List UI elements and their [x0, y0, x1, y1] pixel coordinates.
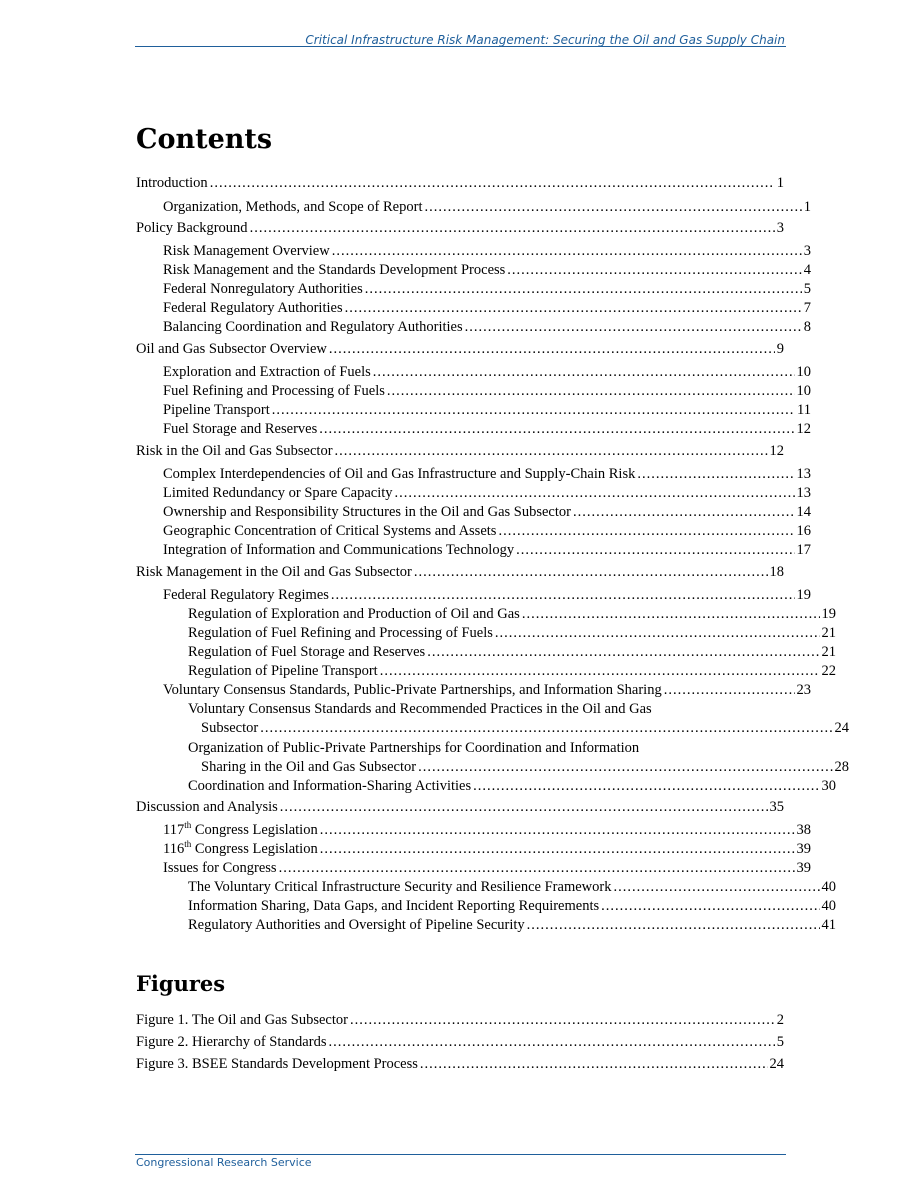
- toc-entry[interactable]: Coordination and Information-Sharing Activities ..... 30: [136, 777, 836, 796]
- toc-entry[interactable]: Exploration and Extraction of Fuels ..... 10: [136, 363, 811, 382]
- toc-entry[interactable]: Geographic Concentration of Critical Systems and Assets ..... 16: [136, 522, 811, 541]
- toc-entry[interactable]: Fuel Storage and Reserves ..... 12: [136, 420, 811, 439]
- toc-entry[interactable]: Information Sharing, Data Gaps, and Incident Reporting Requirements ..... 40: [136, 897, 836, 916]
- toc-entry[interactable]: Regulation of Pipeline Transport ..... 22: [136, 662, 836, 681]
- contents-heading: Contents: [136, 124, 273, 155]
- toc-entry[interactable]: Federal Regulatory Authorities ..... 7: [136, 299, 811, 318]
- toc-entry[interactable]: Complex Interdependencies of Oil and Gas Infrastructure and Supply-Chain Risk ..... 13: [136, 465, 811, 484]
- toc-entry[interactable]: Regulation of Exploration and Production of Oil and Gas ..... 19: [136, 605, 836, 624]
- figure-entry[interactable]: Figure 2. Hierarchy of Standards ..... 5: [136, 1033, 784, 1052]
- figure-entry[interactable]: Figure 1. The Oil and Gas Subsector ..... 2: [136, 1011, 784, 1030]
- header-rule: [135, 46, 786, 47]
- toc-entry[interactable]: Subsector ..... 24: [136, 719, 849, 738]
- toc-entry[interactable]: Risk Management in the Oil and Gas Subsector ..... 18: [136, 563, 784, 582]
- toc-entry[interactable]: Balancing Coordination and Regulatory Authorities ..... 8: [136, 318, 811, 337]
- figures-heading: Figures: [136, 971, 226, 996]
- toc-entry[interactable]: Federal Nonregulatory Authorities ..... 5: [136, 280, 811, 299]
- toc-entry-line[interactable]: Organization of Public-Private Partnerships for Coordination and Information: [188, 740, 640, 756]
- toc-entry-line[interactable]: Voluntary Consensus Standards and Recommended Practices in the Oil and Gas: [188, 701, 652, 717]
- toc-entry[interactable]: Discussion and Analysis ..... 35: [136, 798, 784, 817]
- running-header: Critical Infrastructure Risk Management: Securing the Oil and Gas Supply Chain: [305, 33, 785, 47]
- toc-entry[interactable]: Policy Background ..... 3: [136, 219, 784, 238]
- toc-entry[interactable]: Ownership and Responsibility Structures in the Oil and Gas Subsector ..... 14: [136, 503, 811, 522]
- toc-entry[interactable]: Pipeline Transport ..... 11: [136, 401, 811, 420]
- toc-entry[interactable]: Risk in the Oil and Gas Subsector ..... 12: [136, 442, 784, 461]
- toc-entry[interactable]: 116th Congress Legislation ..... 39: [136, 840, 811, 859]
- toc-entry[interactable]: Regulation of Fuel Storage and Reserves ..... 21: [136, 643, 836, 662]
- toc-entry[interactable]: Regulatory Authorities and Oversight of Pipeline Security ..... 41: [136, 916, 836, 935]
- toc-entry[interactable]: Federal Regulatory Regimes ..... 19: [136, 586, 811, 605]
- toc-entry[interactable]: Regulation of Fuel Refining and Processing of Fuels ..... 21: [136, 624, 836, 643]
- toc-entry[interactable]: Integration of Information and Communications Technology ..... 17: [136, 541, 811, 560]
- footer-rule: [135, 1154, 786, 1155]
- toc-entry[interactable]: Issues for Congress ..... 39: [136, 859, 811, 878]
- toc-entry[interactable]: Sharing in the Oil and Gas Subsector ..... 28: [136, 758, 849, 777]
- toc-entry[interactable]: Limited Redundancy or Spare Capacity ..... 13: [136, 484, 811, 503]
- figure-entry[interactable]: Figure 3. BSEE Standards Development Process ..... 24: [136, 1055, 784, 1074]
- toc-entry[interactable]: Fuel Refining and Processing of Fuels ..... 10: [136, 382, 811, 401]
- toc-entry[interactable]: Voluntary Consensus Standards, Public-Private Partnerships, and Information Sharing ..... 23: [136, 681, 811, 700]
- toc-entry[interactable]: Introduction ..... 1: [136, 174, 784, 193]
- toc-entry[interactable]: Organization, Methods, and Scope of Report ..... 1: [136, 198, 811, 217]
- toc-entry[interactable]: Risk Management and the Standards Development Process ..... 4: [136, 261, 811, 280]
- toc-entry[interactable]: The Voluntary Critical Infrastructure Security and Resilience Framework ..... 40: [136, 878, 836, 897]
- running-footer: Congressional Research Service: [136, 1156, 312, 1169]
- toc-entry[interactable]: Oil and Gas Subsector Overview ..... 9: [136, 340, 784, 359]
- toc-entry[interactable]: 117th Congress Legislation ..... 38: [136, 821, 811, 840]
- toc-entry[interactable]: Risk Management Overview ..... 3: [136, 242, 811, 261]
